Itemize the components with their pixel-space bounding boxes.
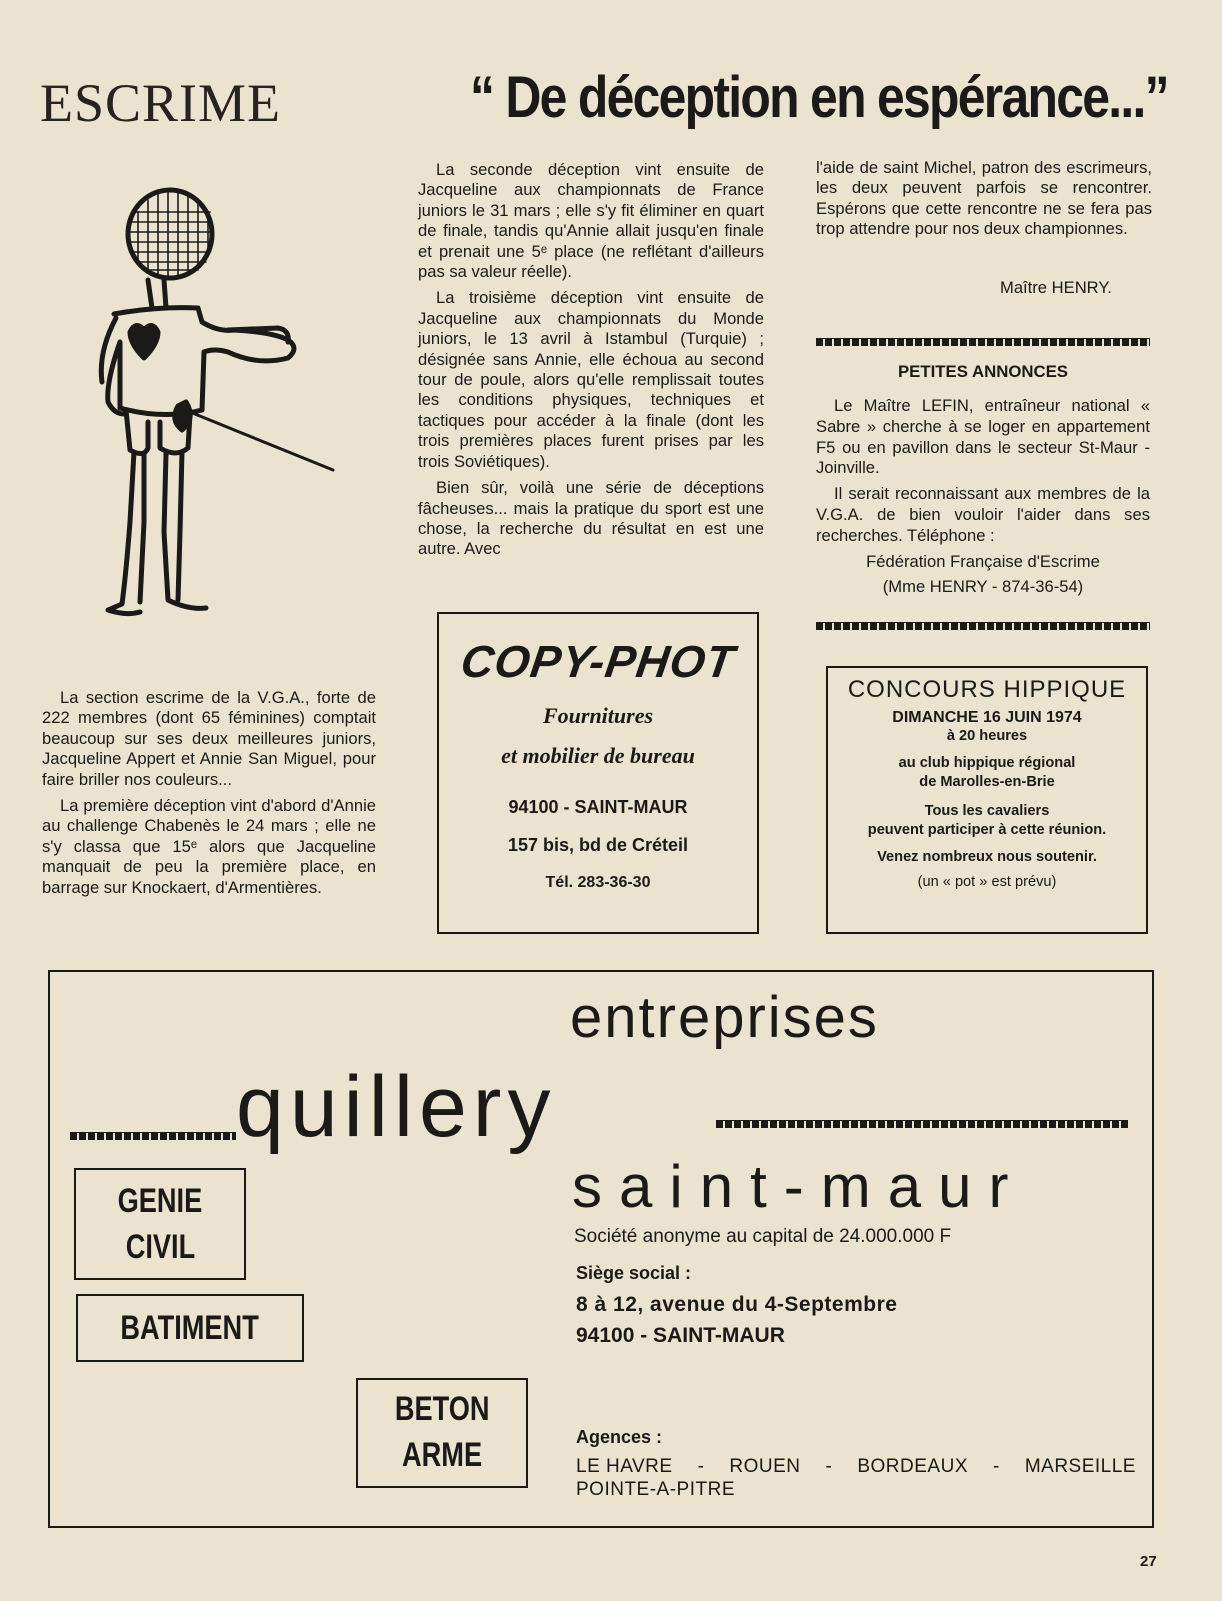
batiment-box: [76, 1294, 304, 1362]
article-paragraph: La première déception vint d'abord d'Annie au challenge Chabenès le 24 mars ; elle ne s'y classa que 15ᵉ alors que Jacqueline manquait de peu la première place, en barrage sur Knockaert, d'Armentières.: [42, 796, 376, 897]
genie-civil-box: [74, 1168, 246, 1280]
fencer-illustration: [78, 182, 348, 632]
quillery-agences-label: Agences :: [576, 1427, 663, 1447]
copy-phot-line1: Fournitures: [542, 703, 654, 728]
copy-phot-line2: et mobilier de bureau: [501, 743, 695, 768]
hippique-line3: Venez nombreux nous soutenir.: [877, 849, 1097, 865]
hippique-line2: peuvent participer à cette réunion.: [867, 822, 1107, 838]
fencer-neck: [148, 280, 166, 308]
headline: “ De déception en espérance...”: [470, 65, 1168, 130]
sword-blade: [190, 412, 333, 470]
hippique-line4: (un « pot » est prévu): [917, 874, 1057, 890]
article-column-3: [816, 158, 1152, 246]
hippique-title: CONCOURS HIPPIQUE: [847, 676, 1127, 703]
fencer-mask: [128, 190, 212, 278]
article-paragraph: La section escrime de la V.G.A., forte de 222 membres (dont 65 féminines) comptait beaucoup sur ses deux meilleures juniors, Jacqueline Appert et Annie San Miguel, pour faire briller nos couleurs...: [42, 688, 376, 789]
agence-separator: -: [825, 1456, 833, 1477]
divider-top: [816, 338, 1150, 346]
copy-phot-ad: [437, 612, 759, 934]
article-column-1: [42, 688, 376, 904]
annonce-phone: (Mme HENRY - 874-36-54): [882, 577, 1084, 597]
copy-phot-address: 94100 - SAINT-MAUR: [508, 797, 688, 817]
copy-phot-tel: Tél. 283-36-30: [545, 874, 651, 891]
quillery-siege-label: Siège social :: [576, 1263, 692, 1283]
agence-city: MARSEILLE: [1024, 1456, 1136, 1477]
genie-label: GENIE: [117, 1182, 203, 1220]
quillery-city: saint-maur: [572, 1153, 1026, 1220]
hippique-line1: Tous les cavaliers: [924, 803, 1050, 819]
page-number: 27: [1140, 1553, 1157, 1570]
hippique-date: DIMANCHE 16 JUIN 1974: [892, 709, 1082, 726]
divider-bottom: [816, 622, 1150, 630]
article-paragraph: La troisième déception vint ensuite de Jacqueline aux championnats du Monde juniors, le 13 avril à Istambul (Turquie) ; désignée sans Annie, elle échoua au second tour de poule, alors qu'elle remplissait toutes les conditions physiques, techniques et tactiques pour accéder à la finale (dont les trois premières places furent prises par les trois Soviétiques).: [418, 288, 764, 471]
section-title: ESCRIME: [40, 73, 282, 133]
annonce-federation: Fédération Française d'Escrime: [866, 551, 1100, 571]
quillery-entreprises: entreprises: [570, 985, 879, 1050]
batiment-label: BATIMENT: [120, 1309, 260, 1347]
hippique-time: à 20 heures: [946, 728, 1028, 744]
beton-label: BETON: [394, 1390, 490, 1428]
article-column-2: [418, 160, 764, 566]
agence-separator: -: [993, 1456, 1000, 1477]
quillery-address: 8 à 12, avenue du 4-Septembre: [576, 1293, 898, 1316]
annonce-paragraph: Il serait reconnaissant aux membres de la V.G.A. de bien vouloir l'aider dans ses recherches. Téléphone :: [816, 484, 1150, 545]
civil-label: CIVIL: [125, 1228, 195, 1266]
arme-label: ARME: [401, 1436, 483, 1474]
agence-city: BORDEAUX: [857, 1456, 968, 1477]
quillery-postal: 94100 - SAINT-MAUR: [576, 1324, 785, 1347]
quillery-rule-right: [716, 1120, 1128, 1128]
quillery-agences: [576, 1456, 1136, 1478]
agence-city: LE HAVRE: [576, 1456, 673, 1477]
article-paragraph: l'aide de saint Michel, patron des escrimeurs, les deux peuvent parfois se rencontrer. Espérons que cette rencontre ne se fera pas trop attendre pour nos deux championnes.: [816, 158, 1152, 239]
hippique-place1: au club hippique régional: [898, 755, 1076, 771]
beton-arme-box: [356, 1378, 528, 1488]
fencer-right-leg: [164, 452, 206, 608]
article-signature: Maître HENRY.: [1000, 278, 1112, 297]
agence-separator: -: [697, 1456, 705, 1477]
hippique-place2: de Marolles-en-Brie: [919, 774, 1055, 790]
agence-city: POINTE-A-PITRE: [576, 1479, 736, 1500]
copy-phot-street: 157 bis, bd de Créteil: [507, 835, 689, 855]
heart-emblem: [130, 325, 158, 358]
copy-phot-logo: COPY-PHOT: [457, 636, 739, 687]
annonce-paragraph: Le Maître LEFIN, entraîneur national « Sabre » cherche à se loger en appartement F5 ou en pavillon dans le secteur St-Maur - Joinville.: [816, 396, 1150, 478]
article-paragraph: Bien sûr, voilà une série de déceptions fâcheuses... mais la pratique du sport est une chose, la recherche du résultat en est une autre. Avec: [418, 478, 764, 559]
quillery-capital: Société anonyme au capital de 24.000.000 F: [574, 1226, 952, 1247]
article-paragraph: La seconde déception vint ensuite de Jacqueline aux championnats de France juniors le 31 mars ; elle s'y fit éliminer en quart de finale, tandis qu'Annie allait jusqu'en finale et prenait une 5ᵉ place (ne reflétant d'ailleurs pas sa valeur réelle).: [418, 160, 764, 282]
quillery-name: quillery: [236, 1059, 557, 1155]
petites-annonces-title: PETITES ANNONCES: [897, 362, 1068, 381]
concours-hippique-ad: [826, 666, 1148, 934]
fencer-left-leg: [108, 452, 144, 614]
agence-city: ROUEN: [729, 1456, 801, 1477]
quillery-rule-left: [70, 1132, 236, 1140]
petites-annonces-body: [816, 396, 1150, 603]
